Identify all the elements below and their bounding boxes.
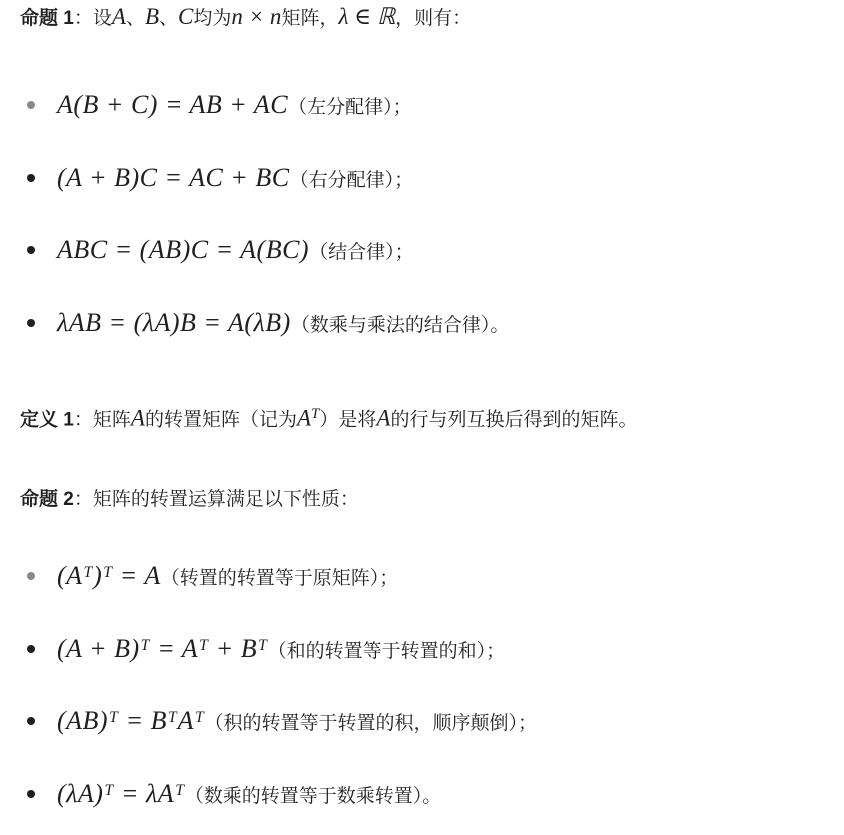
bullet-icon [27, 319, 35, 327]
text-fragment: 矩阵的转置运算满足以下性质： [92, 488, 359, 510]
math-symbol: A [111, 4, 126, 29]
formula: (AB)ᵀ = BᵀAᵀ [57, 706, 205, 735]
proposition-1-label: 命题 1 [20, 8, 74, 29]
definition-1-label: 定义 1 [20, 409, 74, 431]
colon: ： [73, 488, 93, 510]
colon: ： [73, 7, 93, 29]
formula-note: （和的转置等于转置的和）； [267, 640, 506, 662]
list-item [0, 231, 844, 271]
formula-note: （左分配律）； [288, 96, 412, 118]
formula-note: （转置的转置等于原矩阵）； [160, 567, 399, 589]
bullet-icon [27, 572, 35, 580]
list-item [0, 304, 844, 344]
bullet-icon [27, 790, 35, 798]
formula-note: （积的转置等于转置的积，顺序颠倒）； [204, 712, 538, 734]
list-item [0, 557, 844, 597]
math-symbol: λ ∈ ℝ [338, 4, 396, 29]
proposition-2-statement [20, 486, 359, 513]
colon: ： [73, 408, 93, 431]
math-symbol: n × n [231, 4, 282, 29]
text-fragment: 的转置矩阵（记为 [144, 408, 297, 431]
list-item [0, 775, 844, 815]
proposition-1-statement [20, 4, 471, 32]
math-symbol: A [296, 405, 312, 431]
proposition-2-label: 命题 2 [20, 489, 74, 510]
formula-note: （数乘的转置等于数乘转置）。 [184, 785, 442, 807]
text-fragment: ，则有： [395, 7, 472, 29]
math-symbol: A [376, 405, 391, 431]
math-symbol: A [130, 405, 145, 431]
bullet-icon [27, 645, 35, 653]
text-fragment: 矩阵， [281, 7, 339, 29]
bullet-icon [27, 101, 35, 109]
definition-1-statement [20, 401, 637, 433]
bullet-icon [27, 246, 35, 254]
text-fragment: ）是将 [319, 408, 377, 431]
formula-note: （右分配律）； [289, 169, 414, 191]
list-item [0, 159, 844, 199]
formula: (λA)ᵀ = λAᵀ [57, 779, 185, 808]
text-fragment: 矩阵 [92, 408, 131, 431]
formula: λAB = (λA)B = A(λB) [57, 308, 291, 337]
separator: 、 [159, 7, 179, 29]
math-superscript: T [311, 406, 320, 422]
formula-note: （数乘与乘法的结合律）。 [290, 314, 510, 336]
bullet-icon [27, 174, 35, 182]
math-symbol: B [144, 4, 160, 29]
list-item [0, 702, 844, 742]
math-symbol: C [178, 4, 194, 29]
text-fragment: 均为 [193, 7, 232, 29]
formula: (A + B)C = AC + BC [57, 163, 290, 192]
text-fragment: 的行与列互换后得到的矩阵。 [390, 408, 638, 431]
formula: (Aᵀ)ᵀ = A [57, 561, 161, 590]
formula: (A + B)ᵀ = Aᵀ + Bᵀ [57, 634, 268, 663]
text-fragment: 设 [92, 7, 112, 29]
separator: 、 [125, 7, 145, 29]
formula-note: （结合律）； [309, 241, 414, 263]
formula: ABC = (AB)C = A(BC) [57, 235, 310, 264]
formula: A(B + C) = AB + AC [57, 90, 289, 119]
bullet-icon [27, 717, 35, 725]
list-item [0, 86, 844, 126]
list-item [0, 630, 844, 670]
